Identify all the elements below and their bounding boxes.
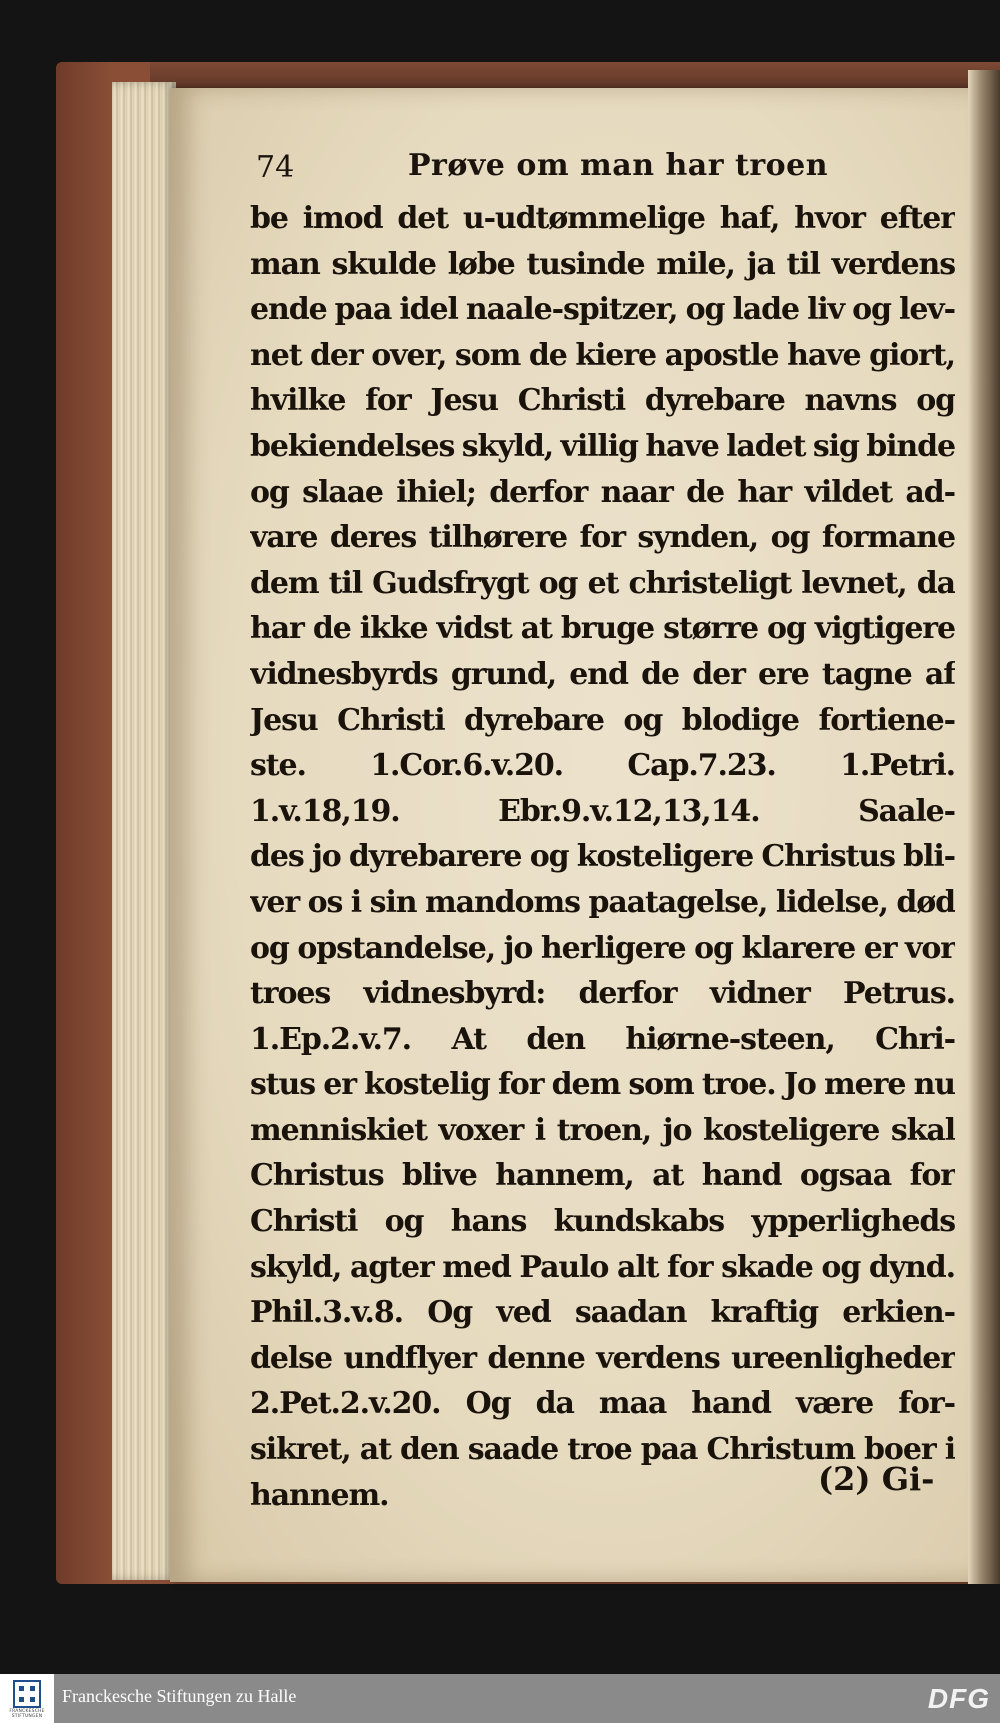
text-line: net der over, som de kiere apostle have giort,: [250, 337, 955, 373]
body-text: [250, 196, 955, 1518]
footer-bar: [0, 1674, 1000, 1723]
catchword: (2) Gi-: [818, 1460, 935, 1498]
text-line: ste. 1.Cor.6.v.20. Cap.7.23. 1.Petri.: [250, 748, 955, 784]
text-line: vidnesbyrds grund, end de der ere tagne af: [250, 656, 955, 692]
book-cover-right-edge: [968, 70, 1000, 1584]
text-line: har de ikke vidst at bruge større og vigtigere: [250, 611, 955, 647]
franckesche-logo-icon: [13, 1680, 41, 1708]
page-number: 74: [256, 150, 295, 185]
text-line: Phil.3.v.8. Og ved saadan kraftig erkien-: [250, 1295, 955, 1331]
text-line: hvilke for Jesu Christi dyrebare navns og: [250, 383, 955, 419]
text-line: 1.v.18,19. Ebr.9.v.12,13,14. Saale-: [250, 793, 955, 829]
text-line: be imod det u-udtømmelige haf, hvor efter: [250, 201, 955, 236]
text-line: ver os i sin mandoms paatagelse, lidelse, død: [250, 884, 955, 920]
text-line: og slaae ihiel; derfor naar de har vildet ad-: [250, 474, 955, 510]
text-line: man skulde løbe tusinde mile, ja til verdens: [250, 246, 955, 282]
text-line: menniskiet voxer i troen, jo kosteligere skal: [250, 1112, 955, 1148]
text-line: skyld, agter med Paulo alt for skade og dynd.: [250, 1249, 955, 1285]
text-line: ende paa idel naale-spitzer, og lade liv og lev-: [250, 292, 955, 328]
text-line: Jesu Christi dyrebare og blodige fortiene-: [250, 702, 955, 738]
institution-logo[interactable]: [0, 1674, 54, 1723]
text-line: sikret, at den saade troe paa Christum boer i: [250, 1432, 955, 1468]
text-line: dem til Gudsfrygt og et christeligt levnet, da: [250, 565, 955, 601]
text-line: 2.Pet.2.v.20. Og da maa hand være for-: [250, 1386, 955, 1422]
text-line: delse undflyer denne verdens ureenligheder: [250, 1340, 955, 1376]
text-line: troes vidnesbyrd: derfor vidner Petrus.: [250, 976, 955, 1012]
text-line: Christus blive hannem, at hand ogsaa for: [250, 1158, 955, 1194]
text-line: stus er kostelig for dem som troe. Jo mere nu: [250, 1067, 955, 1103]
dfg-logo[interactable]: DFG: [927, 1683, 990, 1714]
text-line: vare deres tilhørere for synden, og formane: [250, 520, 955, 556]
page-edges: [112, 82, 176, 1580]
institution-name[interactable]: Franckesche Stiftungen zu Halle: [62, 1686, 297, 1706]
book-cover-top-edge: [150, 62, 1000, 90]
page-header: [248, 148, 948, 192]
text-line: Christi og hans kundskabs ypperligheds: [250, 1204, 955, 1240]
text-line: 1.Ep.2.v.7. At den hiørne-steen, Chri-: [250, 1021, 955, 1057]
text-line: og opstandelse, jo herligere og klarere er vor: [250, 930, 955, 966]
text-line: hannem.: [250, 1477, 389, 1513]
logo-caption: FRANCKESCHE STIFTUNGEN: [9, 1709, 45, 1719]
running-head: Prøve om man har troen: [408, 148, 829, 183]
text-line: bekiendelses skyld, villig have ladet sig binde: [250, 428, 955, 464]
text-line: des jo dyrebarere og kosteligere Christus bli-: [250, 839, 955, 875]
